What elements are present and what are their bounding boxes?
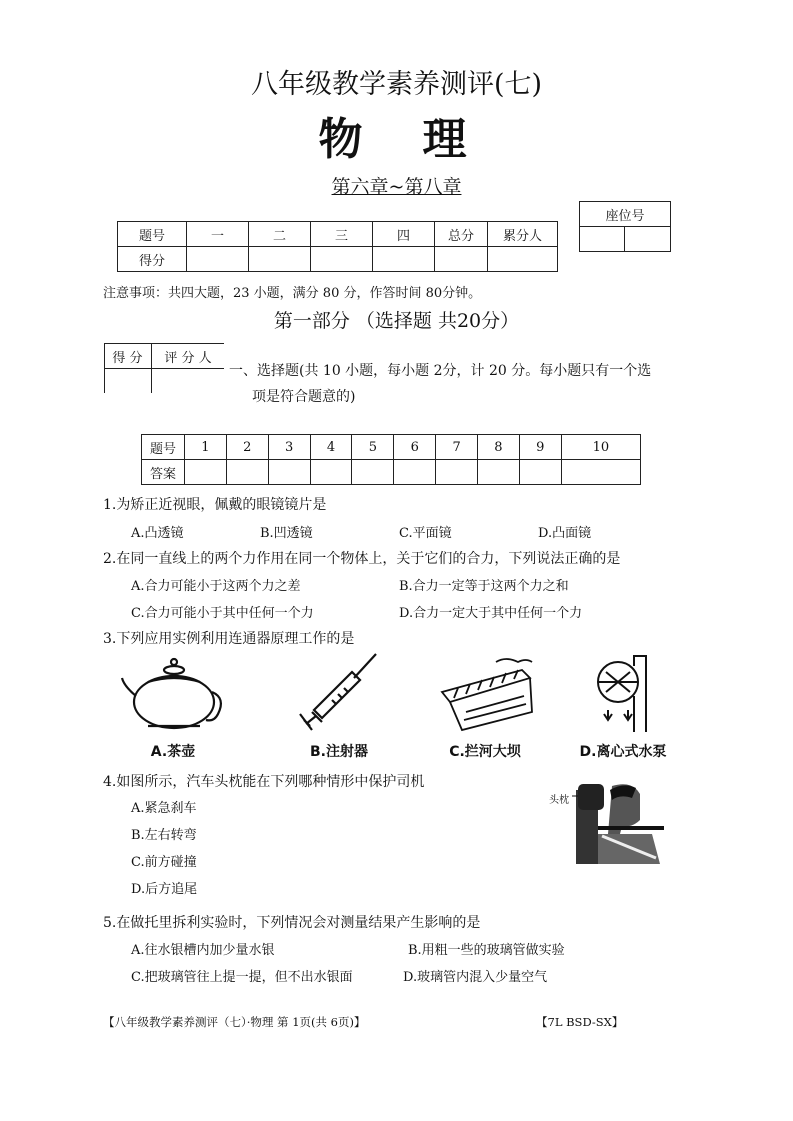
answer-number-cell: 8 xyxy=(478,435,520,460)
score-table-score-row xyxy=(118,247,558,272)
question-1-stem: 1.为矫正近视眼，佩戴的眼镜镜片是 xyxy=(103,497,327,513)
exam-notice: 注意事项：共四大题，23 小题，满分 80 分，作答时间 80分钟。 xyxy=(103,286,482,301)
grader-name-label: 评 分 人 xyxy=(164,351,212,366)
question-4-option-a: A.紧急刹车 xyxy=(131,801,197,816)
pump-caption: D.离心式水泵 xyxy=(579,744,667,760)
question-2-option-b: B.合力一定等于这两个力之和 xyxy=(399,579,569,594)
answer-number-cell: 5 xyxy=(352,435,394,460)
answer-row-label: 题号 xyxy=(142,435,185,460)
answer-cell xyxy=(310,460,352,485)
score-cell xyxy=(249,247,311,272)
answer-number-cell: 2 xyxy=(226,435,268,460)
answer-cell xyxy=(478,460,520,485)
syringe-illustration xyxy=(292,652,382,734)
teapot-caption: A.茶壶 xyxy=(150,744,196,760)
chapter-range-text: 第六章~第八章 xyxy=(331,176,462,198)
answer-number-cell: 1 xyxy=(185,435,227,460)
answer-cell xyxy=(519,460,561,485)
dam-illustration xyxy=(436,652,536,734)
score-header-cell: 总分 xyxy=(435,222,488,247)
score-header-cell: 累分人 xyxy=(488,222,558,247)
answer-cell xyxy=(394,460,436,485)
answer-cell xyxy=(226,460,268,485)
score-row-label: 得分 xyxy=(118,247,187,272)
answer-cell xyxy=(561,460,640,485)
answer-table-answer-row xyxy=(142,460,641,485)
question-2-option-d: D.合力一定大于其中任何一个力 xyxy=(399,606,583,621)
chapter-range xyxy=(0,172,793,199)
centrifugal-pump-illustration xyxy=(590,652,654,734)
score-cell xyxy=(435,247,488,272)
question-1-option-c: C.平面镜 xyxy=(399,526,452,541)
seat-number-box xyxy=(579,201,671,252)
seat-cell-1 xyxy=(580,227,625,252)
question-5-option-b: B.用粗一些的玻璃管做实验 xyxy=(408,943,565,958)
dam-caption: C.拦河大坝 xyxy=(449,744,521,760)
question-4-stem: 4.如图所示，汽车头枕能在下列哪种情形中保护司机 xyxy=(103,774,425,790)
seat-number-label: 座位号 xyxy=(580,202,671,227)
seat-cell-2 xyxy=(625,227,671,252)
question-5-stem: 5.在做托里拆利实验时，下列情况会对测量结果产生影响的是 xyxy=(103,915,481,931)
answer-cell xyxy=(268,460,310,485)
question-3-stem: 3.下列应用实例利用连通器原理工作的是 xyxy=(103,631,355,647)
subject-title: 物 理 xyxy=(318,114,475,165)
exam-title: 八年级教学素养测评(七) xyxy=(250,69,543,100)
question-2-option-a: A.合力可能小于这两个力之差 xyxy=(131,579,301,594)
question-1-option-a: A.凸透镜 xyxy=(131,526,184,541)
answer-number-cell: 6 xyxy=(394,435,436,460)
answer-table xyxy=(141,434,641,485)
syringe-caption: B.注射器 xyxy=(310,744,368,760)
headrest-label: 头枕 xyxy=(549,795,569,806)
score-header-cell: 四 xyxy=(373,222,435,247)
grader-score-label: 得 分 xyxy=(112,351,143,366)
grader-box xyxy=(104,343,224,393)
section1-instruction-line1: 一、选择题(共 10 小题，每小题 2分，计 20 分。每小题只有一个选 xyxy=(229,363,652,379)
answer-cell xyxy=(185,460,227,485)
score-header-cell: 三 xyxy=(311,222,373,247)
score-cell xyxy=(311,247,373,272)
score-header-cell: 题号 xyxy=(118,222,187,247)
question-4-option-c: C.前方碰撞 xyxy=(131,855,197,870)
part1-title: 第一部分 （选择题 共20分） xyxy=(273,310,520,332)
question-4-option-d: D.后方追尾 xyxy=(131,882,198,897)
score-header-cell: 二 xyxy=(249,222,311,247)
answer-cell xyxy=(436,460,478,485)
question-5-option-a: A.往水银槽内加少量水银 xyxy=(131,943,275,958)
headrest-illustration xyxy=(572,780,664,864)
question-5-option-d: D.玻璃管内混入少量空气 xyxy=(403,970,548,985)
question-2-stem: 2.在同一直线上的两个力作用在同一个物体上，关于它们的合力，下列说法正确的是 xyxy=(103,551,621,567)
question-5-option-c: C.把玻璃管往上提一提，但不出水银面 xyxy=(131,970,353,985)
question-4-option-b: B.左右转弯 xyxy=(131,828,197,843)
question-1-option-b: B.凹透镜 xyxy=(260,526,313,541)
score-cell xyxy=(373,247,435,272)
answer-number-cell: 10 xyxy=(561,435,640,460)
answer-number-cell: 7 xyxy=(436,435,478,460)
footer-page-info: 【八年级教学素养测评（七）·物理 第 1页(共 6页)】 xyxy=(103,1015,366,1029)
score-header-cell: 一 xyxy=(187,222,249,247)
score-cell xyxy=(488,247,558,272)
question-1-option-d: D.凸面镜 xyxy=(538,526,592,541)
answer-number-cell: 3 xyxy=(268,435,310,460)
score-table-header-row xyxy=(118,222,558,247)
answer-row-label: 答案 xyxy=(142,460,185,485)
footer-code: 【7L BSD-SX】 xyxy=(536,1015,624,1029)
question-2-option-c: C.合力可能小于其中任何一个力 xyxy=(131,606,314,621)
answer-table-number-row xyxy=(142,435,641,460)
score-table xyxy=(117,221,558,272)
teapot-illustration xyxy=(118,652,228,734)
answer-cell xyxy=(352,460,394,485)
score-cell xyxy=(187,247,249,272)
answer-number-cell: 9 xyxy=(519,435,561,460)
answer-number-cell: 4 xyxy=(310,435,352,460)
section1-instruction-line2: 项是符合题意的) xyxy=(252,389,356,405)
